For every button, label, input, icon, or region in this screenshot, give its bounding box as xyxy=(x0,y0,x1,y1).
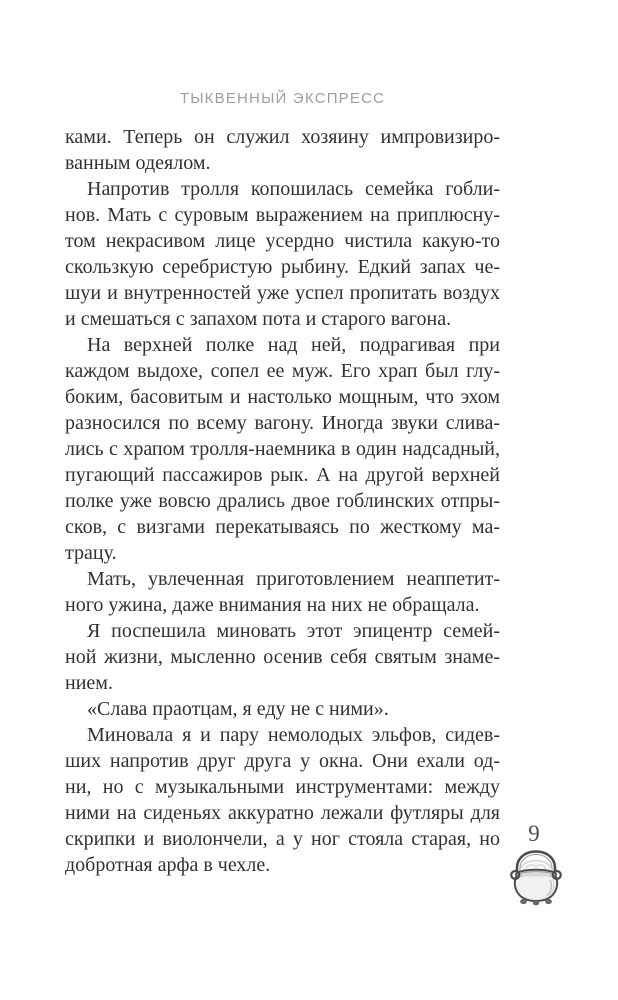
text-line: скрипки и виолончели, а у ног стояла старая, но xyxy=(65,828,500,850)
text-line: и смешаться с запахом пота и старого вагона. xyxy=(65,308,452,330)
text-line: Мать, увлеченная приготовлением неаппетит- xyxy=(87,568,500,590)
text-line: ного ужина, даже внимания на них не обращала. xyxy=(65,594,480,616)
text-line: том некрасивом лице усердно чистила какую-то xyxy=(65,230,500,252)
text-line: На верхней полке над ней, подрагивая при xyxy=(87,334,500,356)
running-head: ТЫКВЕННЫЙ ЭКСПРЕСС xyxy=(179,90,386,107)
text-line: шуи и внутренностей уже успел пропитать воздух xyxy=(65,282,500,304)
text-line: полке уже вовсю дрались двое гоблинских отпры- xyxy=(65,490,500,512)
text-line: ной жизни, мысленно осенив себя святым знаме- xyxy=(65,646,500,668)
text-line: скользкую серебристую рыбину. Едкий запах че- xyxy=(65,256,500,278)
cauldron-icon xyxy=(506,848,566,906)
text-line: Миновала я и пару немолодых эльфов, сидев- xyxy=(87,724,500,746)
text-line: лись с храпом тролля-наемника в один надсадный, xyxy=(65,438,500,460)
text-line: трацу. xyxy=(65,542,117,564)
text-line: ванным одеялом. xyxy=(65,152,211,174)
text-line: Напротив тролля копошилась семейка гобли- xyxy=(87,178,500,200)
text-line: пугающий пассажиров рык. А на другой верхней xyxy=(65,464,500,486)
text-column xyxy=(65,124,500,878)
text-line: ни, но с музыкальными инструментами: между xyxy=(65,776,500,798)
text-line: добротная арфа в чехле. xyxy=(65,854,271,876)
text-line: сков, с визгами перекатываясь по жесткому ма- xyxy=(65,516,500,538)
text-line: ними на сиденьях аккуратно лежали футляры для xyxy=(65,802,500,824)
text-line: разносился по всему вагону. Иногда звуки слива- xyxy=(65,412,500,434)
text-line: ками. Теперь он служил хозяину импровизиро- xyxy=(65,126,500,148)
page-number: 9 xyxy=(528,821,540,846)
text-line: боким, басовитым и настолько мощным, что эхом xyxy=(65,386,500,408)
text-line: каждом выдохе, сопел ее муж. Его храп был глу- xyxy=(65,360,500,382)
text-line: нием. xyxy=(65,672,113,694)
text-line: «Слава праотцам, я еду не с ними». xyxy=(87,698,389,720)
text-line: ших напротив друг друга у окна. Они ехали од- xyxy=(65,750,500,772)
text-line: Я поспешила миновать этот эпицентр семей- xyxy=(87,620,500,642)
text-line: нов. Мать с суровым выражением на приплюсну- xyxy=(65,204,500,226)
